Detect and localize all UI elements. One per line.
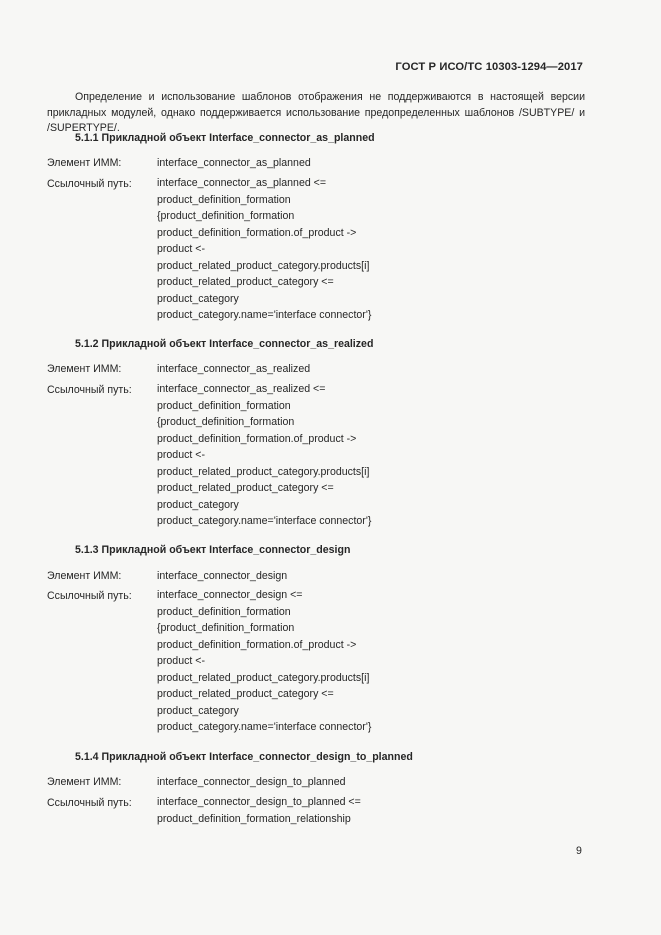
element-label: Элемент ИММ: bbox=[47, 776, 122, 788]
path-line: product_related_product_category.products[i] bbox=[157, 465, 370, 478]
document-header: ГОСТ Р ИСО/ТС 10303-1294—2017 bbox=[395, 61, 583, 73]
path-line: {product_definition_formation bbox=[157, 622, 295, 634]
path-line: product <- bbox=[157, 243, 205, 255]
path-line: product_definition_formation.of_product -> bbox=[157, 432, 357, 445]
element-label: Элемент ИММ: bbox=[47, 570, 122, 582]
path-line: product_related_product_category <= bbox=[157, 688, 334, 700]
element-label: Элемент ИММ: bbox=[47, 363, 122, 375]
path-label: Ссылочный путь: bbox=[47, 590, 132, 602]
section-title: 5.1.4 Прикладной объект Interface_connector_design_to_planned bbox=[75, 751, 413, 763]
path-line: interface_connector_design_to_planned <= bbox=[157, 796, 361, 808]
path-line: product_related_product_category.products[i] bbox=[157, 259, 370, 272]
element-value: interface_connector_design_to_planned bbox=[157, 776, 346, 788]
section-title: 5.1.2 Прикладной объект Interface_connector_as_realized bbox=[75, 338, 374, 350]
path-label: Ссылочный путь: bbox=[47, 797, 132, 809]
path-line: product_related_product_category <= bbox=[157, 482, 334, 494]
path-line: product_category bbox=[157, 292, 239, 305]
path-line: product_definition_formation bbox=[157, 193, 291, 206]
path-line: interface_connector_design <= bbox=[157, 589, 303, 601]
intro-text: Определение и использование шаблонов отображения не поддерживаются в настоящей версии прикладных модулей, однако поддерживается использование предопределенных шаблонов /SUBTYPE/ и /SUPERTYPE/. bbox=[47, 91, 585, 135]
path-line: product_definition_formation.of_product -> bbox=[157, 638, 357, 651]
path-line: {product_definition_formation bbox=[157, 416, 295, 428]
section-title: 5.1.3 Прикладной объект Interface_connector_design bbox=[75, 544, 351, 556]
path-line: product_related_product_category.products[i] bbox=[157, 671, 370, 684]
path-line: product_related_product_category <= bbox=[157, 276, 334, 288]
path-label: Ссылочный путь: bbox=[47, 178, 132, 190]
path-line: product_category.name='interface connector'} bbox=[157, 309, 372, 321]
reference-path bbox=[157, 794, 361, 827]
element-value: interface_connector_as_realized bbox=[157, 363, 311, 375]
path-line: product <- bbox=[157, 655, 205, 667]
path-line: {product_definition_formation bbox=[157, 210, 295, 222]
path-line: interface_connector_as_planned <= bbox=[157, 177, 327, 189]
path-label: Ссылочный путь: bbox=[47, 384, 132, 396]
element-value: interface_connector_as_planned bbox=[157, 157, 311, 169]
reference-path bbox=[157, 381, 371, 530]
path-line: product_definition_formation bbox=[157, 605, 291, 618]
path-line: product <- bbox=[157, 449, 205, 461]
section-title: 5.1.1 Прикладной объект Interface_connector_as_planned bbox=[75, 132, 375, 144]
path-line: product_category bbox=[157, 704, 239, 717]
path-line: interface_connector_as_realized <= bbox=[157, 383, 326, 395]
reference-path bbox=[157, 587, 371, 736]
path-line: product_definition_formation.of_product -> bbox=[157, 226, 357, 239]
intro-paragraph bbox=[47, 90, 585, 137]
path-line: product_category.name='interface connector'} bbox=[157, 515, 372, 527]
path-line: product_category.name='interface connector'} bbox=[157, 721, 372, 733]
path-line: product_definition_formation_relationship bbox=[157, 812, 351, 825]
element-label: Элемент ИММ: bbox=[47, 157, 122, 169]
path-line: product_category bbox=[157, 498, 239, 511]
path-line: product_definition_formation bbox=[157, 399, 291, 412]
page-number: 9 bbox=[576, 845, 582, 857]
element-value: interface_connector_design bbox=[157, 570, 288, 582]
reference-path bbox=[157, 175, 371, 324]
